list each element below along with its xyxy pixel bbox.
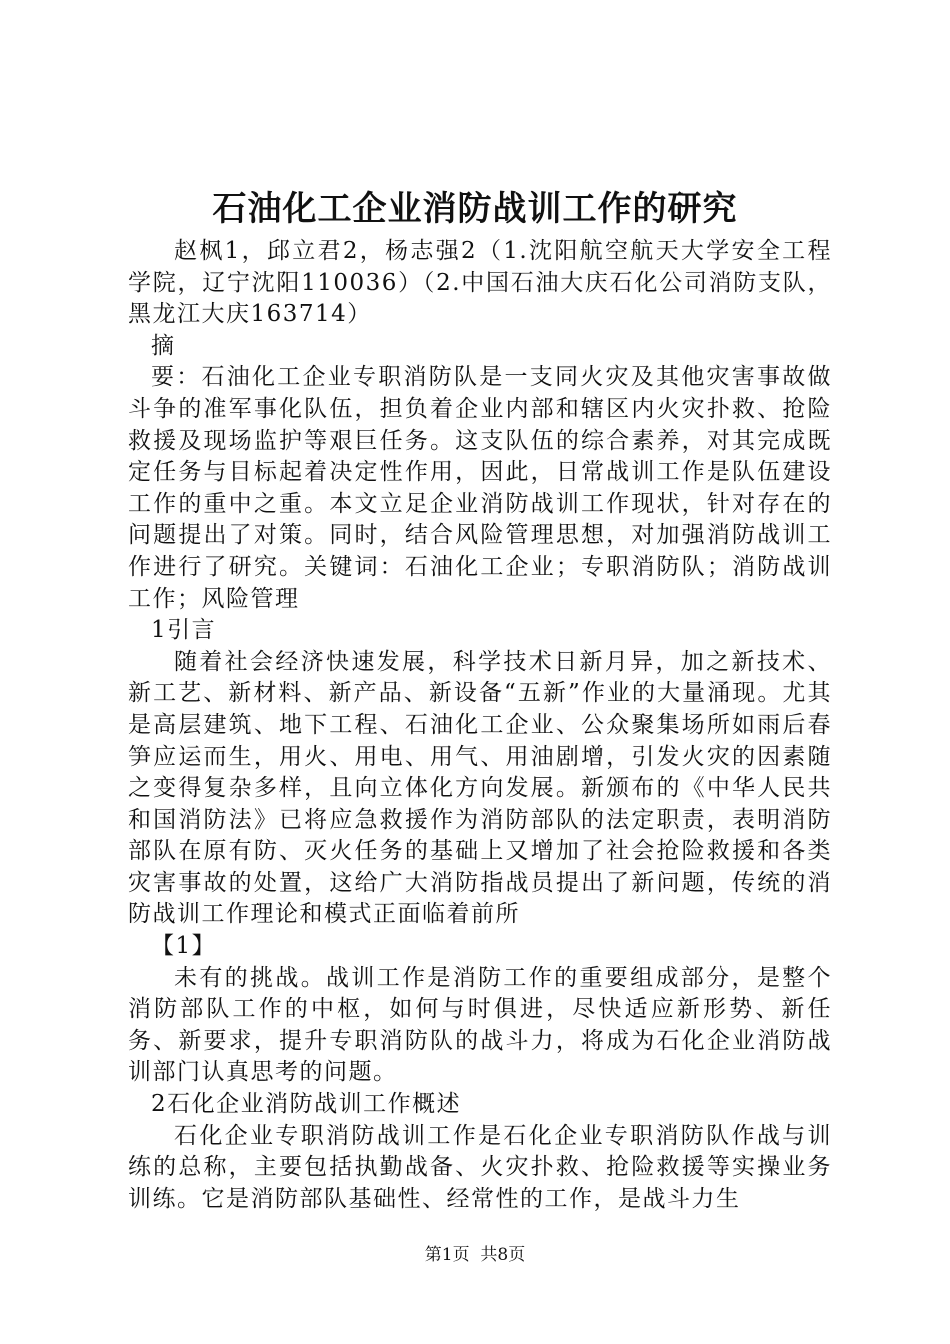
paragraph: 随着社会经济快速发展，科学技术日新月异，加之新技术、新工艺、新材料、新产品、新设备“五新”作业的大量涌现。尤其是高层建筑、地下工程、石油化工企业、公众聚集场所如雨后春笋应运而生，用火、用电、用气、用油剧增，引发火灾的因素随之变得复杂多样，且向立体化方向发展。新颁布的《中华人民共和国消防法》已将应急救援作为消防部队的法定职责，表明消防部队在原有防、灭火任务的基础上又增加了社会抢险救援和各类灾害事故的处置，这给广大消防指战员提出了新问题，传统的消防战训工作理论和模式正面临着前所 <box>128 648 832 928</box>
section-heading-intro: 1引言 <box>151 617 217 644</box>
page-number: 第1页 <box>424 1245 470 1265</box>
abstract-text: 要：石油化工企业专职消防队是一支同火灾及其他灾害事故做斗争的准军事化队伍，担负着企业内部和辖区内火灾扑救、抢险救援及现场监护等艰巨任务。这支队伍的综合素养，对其完成既定任务与目标起着决定性作用，因此，日常战训工作是队伍建设工作的重中之重。本文立足企业消防战训工作现状，针对存在的问题提出了对策。同时，结合风险管理思想，对加强消防战训工作进行了研究。关键词：石油化工企业；专职消防队；消防战训工作；风险管理 <box>128 364 832 612</box>
page-footer <box>0 1244 950 1266</box>
document-title: 石油化工企业消防战训工作的研究 <box>212 189 738 229</box>
author-affiliation: 赵枫1，邱立君2，杨志强2（1.沈阳航空航天大学安全工程学院，辽宁沈阳110036）（2.中国石油大庆石化公司消防支队，黑龙江大庆163714） <box>128 238 832 328</box>
section-heading-overview: 2石化企业消防战训工作概述 <box>151 1091 462 1118</box>
page-total: 共8页 <box>480 1245 526 1265</box>
paragraph: 未有的挑战。战训工作是消防工作的重要组成部分，是整个消防部队工作的中枢，如何与时俱进，尽快适应新形势、新任务、新要求，提升专职消防队的战斗力，将成为石化企业消防战训部门认真思考的问题。 <box>128 964 832 1086</box>
citation-marker: 【1】 <box>151 933 217 960</box>
abstract-label: 摘 <box>151 332 176 359</box>
paragraph: 石化企业专职消防战训工作是石化企业专职消防队作战与训练的总称，主要包括执勤战备、火灾扑救、抢险救援等实操业务训练。它是消防部队基础性、经常性的工作，是战斗力生 <box>128 1122 832 1212</box>
document-body <box>128 236 832 1215</box>
